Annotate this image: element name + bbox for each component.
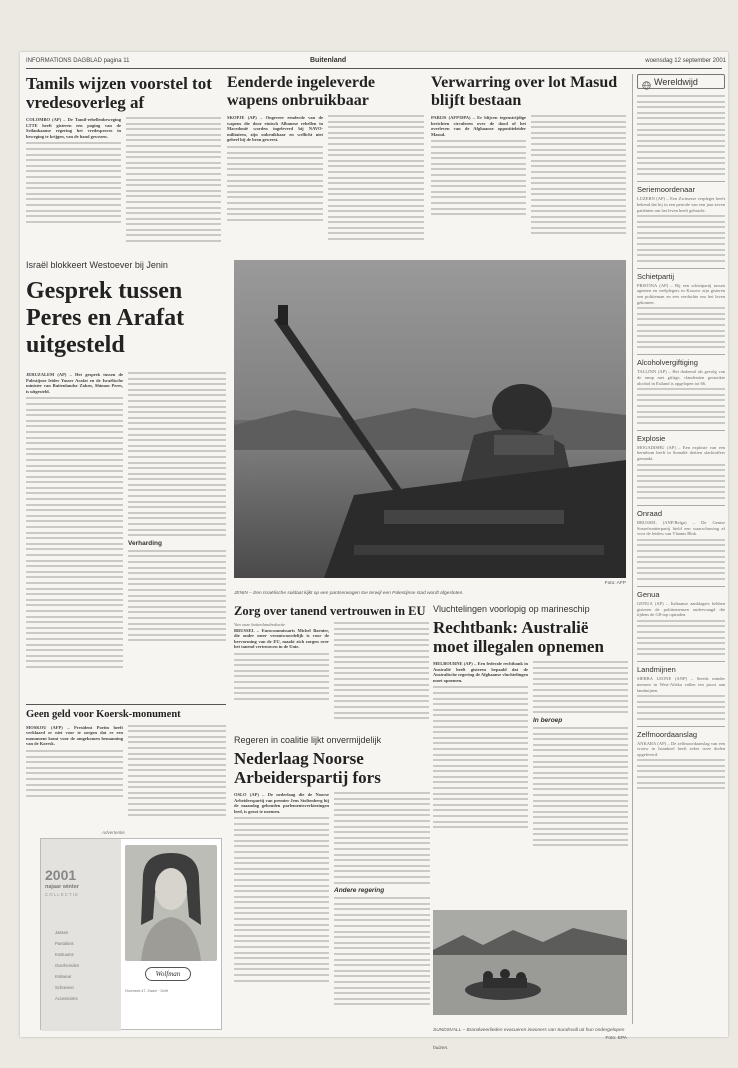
body-text bbox=[531, 115, 626, 238]
model-photo bbox=[125, 845, 217, 961]
kicker-text: Israël blokkeert Westoever bij Jenin bbox=[26, 260, 168, 270]
headline: Zorg over tanend vertrouwen in EU bbox=[234, 604, 426, 618]
headline: Verwarring over lot Masud blijft bestaan bbox=[431, 74, 618, 109]
article-masud bbox=[431, 74, 627, 254]
column-rule bbox=[632, 74, 633, 1024]
ad-footer: Hoornsek 47, Zwanr · Delft bbox=[125, 989, 168, 993]
article-koersk bbox=[26, 704, 229, 824]
headline: Eenderde ingeleverde wapens onbruikbaar bbox=[227, 74, 375, 109]
wereldwijd-item bbox=[637, 430, 725, 499]
globe-icon bbox=[642, 77, 651, 86]
wereldwijd-header bbox=[637, 74, 725, 89]
wereldwijd-item bbox=[637, 354, 725, 423]
body-text bbox=[328, 115, 424, 244]
wereldwijd-item bbox=[637, 586, 725, 655]
ad-item-list bbox=[55, 927, 119, 1004]
body-text bbox=[637, 215, 725, 262]
body-text bbox=[334, 897, 430, 1005]
body-text bbox=[433, 686, 528, 828]
caption-text: SUNDSVALL – Brandweerlieden evacueren inwoners van Sundsvall uit hun ondergelopen huizen. bbox=[433, 1028, 625, 1051]
wereldwijd-item bbox=[637, 726, 725, 790]
lead-text: SKOPJE (AP) – Ongeveer eenderde van de wapens die door etnisch Albanese rebellen in Macedonië worden ingeleverd bij NAVO-militairen, zijn onbruikbaar en wellicht niet geheel bij de bron geweest. bbox=[227, 115, 323, 143]
body-text bbox=[26, 142, 121, 222]
article-wapens bbox=[227, 74, 425, 254]
wereldwijd-item-text: MOGADISHU (AP) – Een explosie van een bermbom heeft in Somalië dertien slachtoffers gemaakt. bbox=[637, 444, 725, 461]
wereldwijd-item-text: ANKARA (AP) – De zelfmoordaanslag van een vrouw in Istanboel heeft zeker twee doden opgeleverd. bbox=[637, 740, 725, 757]
subhead: In beroep bbox=[533, 716, 563, 724]
subhead: Verharding bbox=[128, 539, 162, 547]
body-text bbox=[431, 140, 526, 215]
newspaper-page bbox=[20, 52, 728, 1051]
brand-logo: Wolfman bbox=[145, 967, 191, 981]
page-header-date: woensdag 12 september 2001 bbox=[645, 58, 726, 64]
body-text bbox=[637, 620, 725, 656]
body-text bbox=[128, 725, 226, 820]
subhead: Andere regering bbox=[334, 887, 385, 895]
ad-item: Knitwear bbox=[55, 974, 72, 979]
wereldwijd-item-text: SIERRA LEONE (ANP) – Steeds minder mensen in West-Afrika vallen ten prooi aan landmijnen. bbox=[637, 676, 725, 693]
lead-text: MELBOURNE (AP) – Een federale rechtbank in Australië heeft gisteren bepaald dat de Australische regering de Afghaanse vluchtelingen moet opnemen. bbox=[433, 661, 528, 683]
flood-photo bbox=[433, 910, 627, 1015]
article-peres-body bbox=[26, 372, 226, 697]
headline: Rechtbank: Australië moet illegalen opnemen bbox=[433, 618, 604, 656]
section-title: Buitenland bbox=[310, 57, 347, 64]
header-rule bbox=[26, 68, 722, 69]
wereldwijd-item-head: Schietpartij bbox=[637, 271, 675, 281]
body-text bbox=[128, 372, 226, 536]
wereldwijd-column bbox=[637, 74, 725, 1024]
body-text bbox=[26, 750, 123, 797]
photo-credit: Foto: EPA bbox=[605, 1036, 627, 1041]
ad-item: Pantalons bbox=[55, 941, 74, 946]
wereldwijd-item bbox=[637, 661, 725, 719]
wereldwijd-item-text: BRUSSEL (ANP/Belga) – De Gentse Sossefrontierpartij hield een waarschuwing af voor de leiders van Vlaams Blok. bbox=[637, 520, 725, 537]
divider bbox=[26, 704, 226, 705]
ad-line2: COLLECTIE bbox=[45, 892, 80, 897]
wereldwijd-item-head: Alcoholvergiftiging bbox=[637, 358, 698, 368]
body-text bbox=[234, 653, 329, 700]
ad-box bbox=[40, 838, 222, 1030]
ad-label: Advertentie bbox=[102, 830, 125, 835]
lead-text: PARIJS (AFP/DPA) – Er blijven tegenstrijdige berichten circuleren over de dood of het overleven van de Afghaanse oppositieleider Masud. bbox=[431, 115, 526, 137]
kicker-text: Vluchtelingen voorlopig op marineschip bbox=[433, 604, 590, 614]
body-text bbox=[637, 759, 725, 789]
advertisement bbox=[28, 830, 228, 1035]
wereldwijd-item-text: TALLINN (AP) – Het dodental als gevolg van de ramp met giftige, clandestien gestookte alcohol in Estland is opgelopen tot 66. bbox=[637, 369, 725, 386]
body-text bbox=[234, 817, 329, 981]
lead-text: COLOMBO (AP) – De Tamil-rebellenbeweging LTTE heeft gisteren een poging van de Srilankaanse regering het vredesproces in beweging te krijgen, van de hand gewezen. bbox=[26, 117, 121, 139]
article-australie bbox=[433, 604, 628, 904]
lead-text: MOSKOU (AFP) – President Poetin heeft verklaard er niet voor te zorgen dat er een monument komt voor de omgekomen bemanning van de Koersk. bbox=[26, 724, 123, 747]
wereldwijd-item-head: Seriemoordenaar bbox=[637, 185, 695, 195]
ad-item: Kostuums bbox=[55, 952, 74, 957]
headline: Geen geld voor Koersk-monument bbox=[26, 708, 181, 720]
wereldwijd-item bbox=[637, 505, 725, 580]
wereldwijd-item-head: Landmijnen bbox=[637, 665, 676, 675]
body-text bbox=[637, 388, 725, 424]
body-text bbox=[637, 539, 725, 580]
body-text bbox=[227, 146, 323, 221]
wereldwijd-item bbox=[637, 181, 725, 262]
body-text bbox=[334, 792, 430, 884]
photo-sundsvall bbox=[433, 910, 627, 1015]
body-text bbox=[533, 661, 628, 713]
ad-item: Schoenen bbox=[55, 985, 74, 990]
article-eu bbox=[234, 604, 429, 729]
body-text bbox=[637, 464, 725, 500]
body-text bbox=[637, 95, 725, 175]
article-noorse bbox=[234, 735, 430, 1035]
photo-credit: Foto: AFP bbox=[604, 581, 626, 586]
page-header-left: INFORMATIONS DAGBLAD pagina 11 bbox=[26, 58, 130, 64]
wereldwijd-item-head: Zelfmoordaanslag bbox=[637, 729, 698, 739]
caption-jenin bbox=[234, 581, 626, 597]
body-text bbox=[637, 307, 725, 348]
headline-peres bbox=[26, 278, 226, 368]
headline: Nederlaag Noorse Arbeiderspartij fors bbox=[234, 749, 381, 787]
lead-text: BRUSSEL – Eurocommissaris Michel Barnier, die onder meer verantwoordelijk is voor de hervorming van de EU, maakt zich zorgen over het tanend vertrouwen in de Unie. bbox=[234, 627, 329, 650]
wereldwijd-item-text: PRISTINA (AP) – Bij een schietpartij tussen agenten en veelplegers in Kosovo zijn gisteren een politieman en een verdachte om het leven gekomen. bbox=[637, 282, 725, 305]
photo-jenin bbox=[234, 260, 626, 578]
wereldwijd-item bbox=[637, 268, 725, 349]
ad-item: Overhemden bbox=[55, 963, 80, 968]
body-text bbox=[26, 397, 123, 668]
article-tamils bbox=[26, 74, 221, 254]
wereldwijd-item-head: Genua bbox=[637, 590, 660, 599]
lead-text: OSLO (AP) – De nederlaag die de Noorse Arbeiderspartij van premier Jens Stoltenberg bij de maandag gehouden parlementsverkiezingen leed, is groot te noemen. bbox=[234, 792, 329, 814]
ad-item: Accessoires bbox=[55, 996, 78, 1001]
byline: Van onze buitenlandredactie bbox=[234, 622, 286, 627]
wereldwijd-item-head: Explosie bbox=[637, 433, 666, 443]
caption-sundsvall bbox=[433, 1018, 627, 1051]
wereldwijd-item-text: GENUA (AP) – Italiaanse aanklagers hebben gisteren de politiemensen ondervraagd die tijdens de G8-top optraden. bbox=[637, 601, 725, 618]
caption-text: JENIN – Een Israëlische soldaat kijkt op een pantserwagen toe terwijl een Palestijnse stad wordt afgesloten. bbox=[234, 591, 464, 596]
headline: Tamils wijzen voorstel tot vredesoverleg af bbox=[26, 74, 212, 112]
ad-line1: najaar winter bbox=[45, 884, 79, 890]
wereldwijd-title: Wereldwijd bbox=[654, 76, 698, 87]
kicker-text: Regeren in coalitie lijkt onvermijdelijk bbox=[234, 735, 382, 745]
soldier-photo bbox=[234, 260, 626, 578]
body-text bbox=[533, 727, 628, 846]
wereldwijd-item-head: Onraad bbox=[637, 509, 663, 519]
wereldwijd-item-text: LUZERN (AP) – Een Zwitserse verpleger heeft bekend dat hij in een periode van een jaar zeven patiënten om het leven heeft gebracht. bbox=[637, 196, 725, 213]
body-text bbox=[334, 622, 429, 723]
body-text bbox=[128, 550, 226, 642]
lead-text: JERUZALEM (AP) – Het gesprek tussen de Palestijnse leider Yasser Arafat en de Israëlische minister van Buitenlandse Zaken, Shimon Peres, is uitgesteld. bbox=[26, 372, 123, 394]
headline: Gesprek tussen Peres en Arafat uitgesteld bbox=[26, 278, 185, 358]
body-text bbox=[637, 695, 725, 719]
body-text bbox=[126, 117, 221, 246]
ad-year: 2001 bbox=[45, 867, 77, 883]
wereldwijd-items bbox=[637, 181, 725, 789]
ad-item: Jassen bbox=[55, 930, 69, 935]
